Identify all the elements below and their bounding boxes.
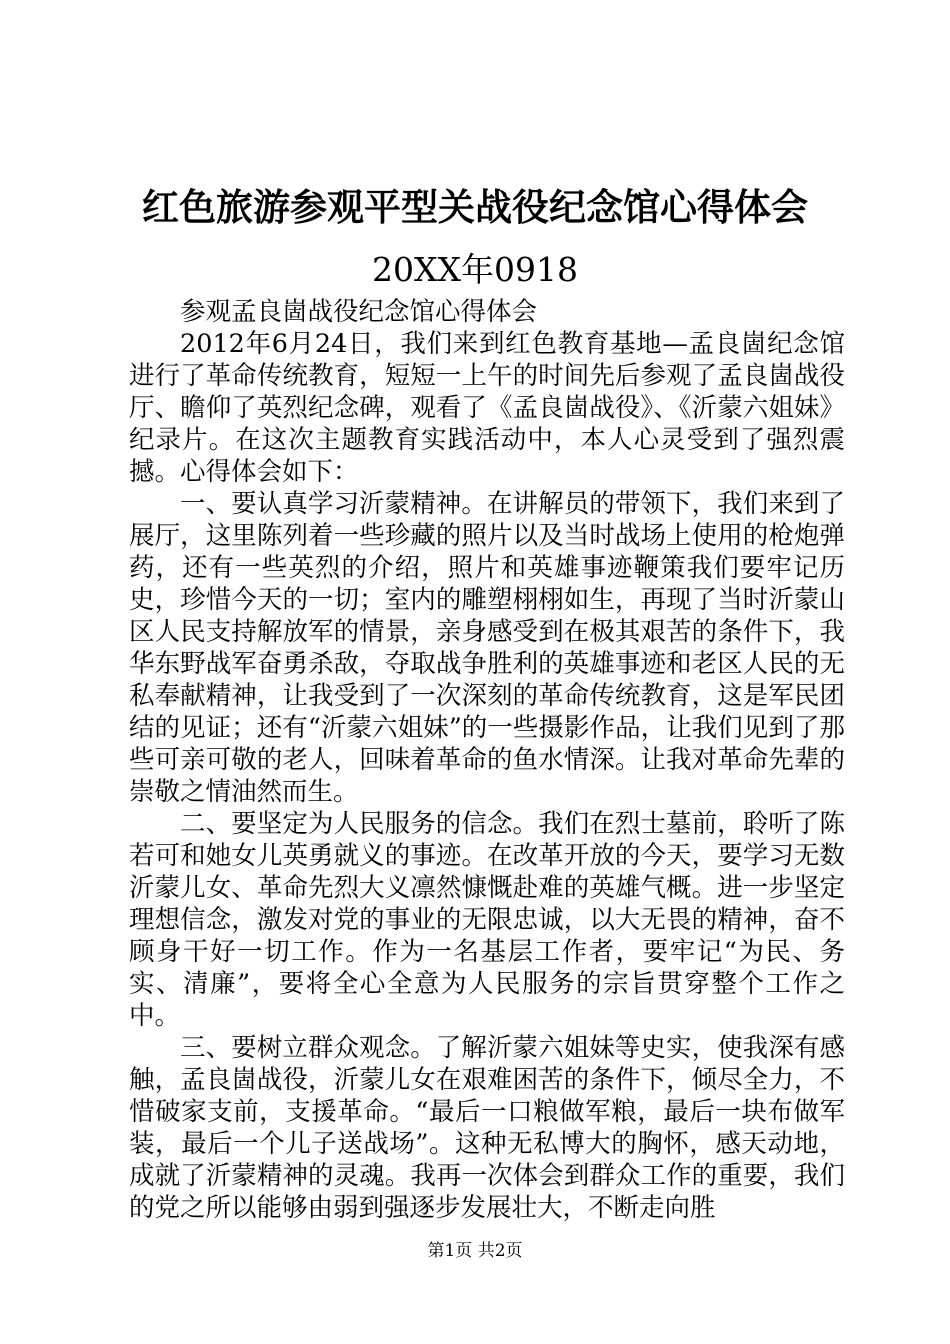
body-paragraph-1: 一、要认真学习沂蒙精神。在讲解员的带领下，我们来到了展厅，这里陈列着一些珍藏的照片以及当时战场上使用的枪炮弹药，还有一些英烈的介绍，照片和英雄事迹鞭策我们要牢记历史，珍惜今天的一切；室内的雕塑栩栩如生，再现了当时沂蒙山区人民支持解放军的情景，亲身感受到在极其艰苦的条件下，我华东野战军奋勇杀敌，夺取战争胜利的英雄事迹和老区人民的无私奉献精神，让我受到了一次深刻的革命传统教育，这是军民团结的见证；还有“沂蒙六姐妹”的一些摄影作品，让我们见到了那些可亲可敬的老人，回味着革命的鱼水情深。让我对革命先辈的崇敬之情油然而生。 <box>129 489 845 807</box>
page-footer: 第1页 共2页 <box>427 1241 523 1261</box>
document-body <box>129 296 845 1224</box>
body-paragraph-2: 二、要坚定为人民服务的信念。我们在烈士墓前，聆听了陈若可和她女儿英勇就义的事迹。在改革开放的今天，要学习无数沂蒙儿女、革命先烈大义凛然慷慨赴难的英雄气概。进一步坚定理想信念，激发对党的事业的无限忠诚，以大无畏的精神，奋不顾身干好一切工作。作为一名基层工作者，要牢记“为民、务实、清廉”，要将全心全意为人民服务的宗旨贯穿整个工作之中。 <box>129 809 845 1031</box>
document-title-date: 20XX年0918 <box>372 250 578 289</box>
body-subtitle: 参观孟良崮战役纪念馆心得体会 <box>180 297 538 327</box>
document-title: 红色旅游参观平型关战役纪念馆心得体会 <box>142 186 808 229</box>
body-paragraph-3: 三、要树立群众观念。了解沂蒙六姐妹等史实，使我深有感触，孟良崮战役，沂蒙儿女在艰难困苦的条件下，倾尽全力，不惜破家支前，支援革命。“最后一口粮做军粮，最后一块布做军装，最后一个儿子送战场”。这种无私博大的胸怀，感天动地，成就了沂蒙精神的灵魂。我再一次体会到群众工作的重要，我们的党之所以能够由弱到强逐步发展壮大，不断走向胜 <box>129 1033 845 1223</box>
body-paragraph-intro: 2012年6月24日，我们来到红色教育基地—孟良崮纪念馆进行了革命传统教育，短短一上午的时间先后参观了孟良崮战役厅、瞻仰了英烈纪念碑，观看了《孟良崮战役》、《沂蒙六姐妹》纪录片。在这次主题教育实践活动中，本人心灵受到了强烈震撼。心得体会如下： <box>129 329 845 487</box>
